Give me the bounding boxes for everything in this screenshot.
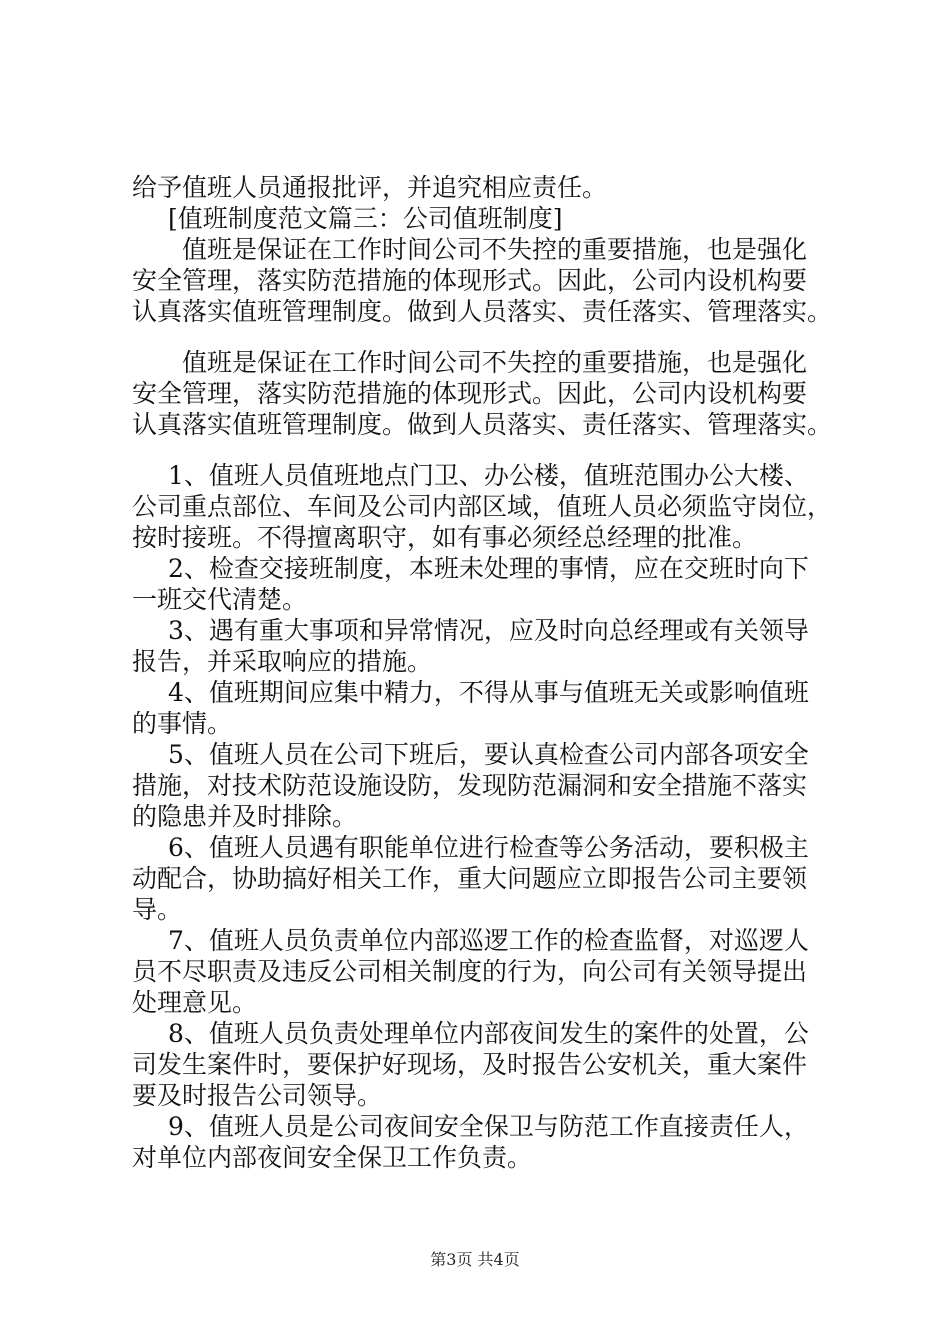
list-item-line: 5、值班人员在公司下班后，要认真检查公司内部各项安全: [168, 740, 809, 769]
list-item-line: 3、遇有重大事项和异常情况，应及时向总经理或有关领导: [168, 616, 809, 645]
list-item-line: 公司重点部位、车间及公司内部区域，值班人员必须监守岗位，: [132, 492, 833, 521]
list-item-line: 2、检查交接班制度，本班未处理的事情，应在交班时向下: [168, 554, 809, 583]
paragraph-line: 认真落实值班管理制度。做到人员落实、责任落实、管理落实。: [132, 410, 833, 439]
list-item-line: 7、值班人员负责单位内部巡逻工作的检查监督，对巡逻人: [168, 926, 809, 955]
list-item-line: 1、值班人员值班地点门卫、办公楼，值班范围办公大楼、: [168, 461, 809, 490]
section-heading: [值班制度范文篇三：公司值班制度]: [168, 204, 563, 233]
list-item-line: 员不尽职责及违反公司相关制度的行为，向公司有关领导提出: [132, 957, 808, 986]
list-item-line: 6、值班人员遇有职能单位进行检查等公务活动，要积极主: [168, 833, 809, 862]
list-item-line: 8、值班人员负责处理单位内部夜间发生的案件的处置，公: [168, 1019, 809, 1048]
list-item-line: 动配合，协助搞好相关工作，重大问题应立即报告公司主要领: [132, 864, 808, 893]
list-item-line: 一班交代清楚。: [132, 585, 308, 614]
list-item-line: 处理意见。: [132, 988, 258, 1017]
paragraph-line: 给予值班人员通报批评，并追究相应责任。: [132, 173, 608, 202]
list-item-line: 报告，并采取响应的措施。: [132, 647, 433, 676]
list-item-line: 对单位内部夜间安全保卫工作负责。: [132, 1143, 533, 1172]
paragraph-line: 值班是保证在工作时间公司不失控的重要措施，也是强化: [182, 235, 808, 264]
list-item-line: 的事情。: [132, 709, 233, 738]
list-item-line: 司发生案件时，要保护好现场，及时报告公安机关，重大案件: [132, 1050, 808, 1079]
list-item-line: 按时接班。不得擅离职守，如有事必须经总经理的批准。: [132, 523, 758, 552]
page-footer: [0, 1247, 950, 1270]
paragraph-line: 安全管理，落实防范措施的体现形式。因此，公司内设机构要: [132, 379, 808, 408]
paragraph-line: 安全管理，落实防范措施的体现形式。因此，公司内设机构要: [132, 266, 808, 295]
list-item-line: 的隐患并及时排除。: [132, 802, 358, 831]
list-item-line: 措施，对技术防范设施设防，发现防范漏洞和安全措施不落实: [132, 771, 808, 800]
list-item-line: 要及时报告公司领导。: [132, 1081, 383, 1110]
document-body: [132, 172, 832, 1173]
list-item-line: 9、值班人员是公司夜间安全保卫与防范工作直接责任人，: [168, 1112, 809, 1141]
page-number: 第3页 共4页: [430, 1250, 520, 1269]
paragraph-line: 值班是保证在工作时间公司不失控的重要措施，也是强化: [182, 348, 808, 377]
list-item-line: 4、值班期间应集中精力，不得从事与值班无关或影响值班: [168, 678, 809, 707]
list-item-line: 导。: [132, 895, 183, 924]
paragraph-line: 认真落实值班管理制度。做到人员落实、责任落实、管理落实。: [132, 297, 833, 326]
